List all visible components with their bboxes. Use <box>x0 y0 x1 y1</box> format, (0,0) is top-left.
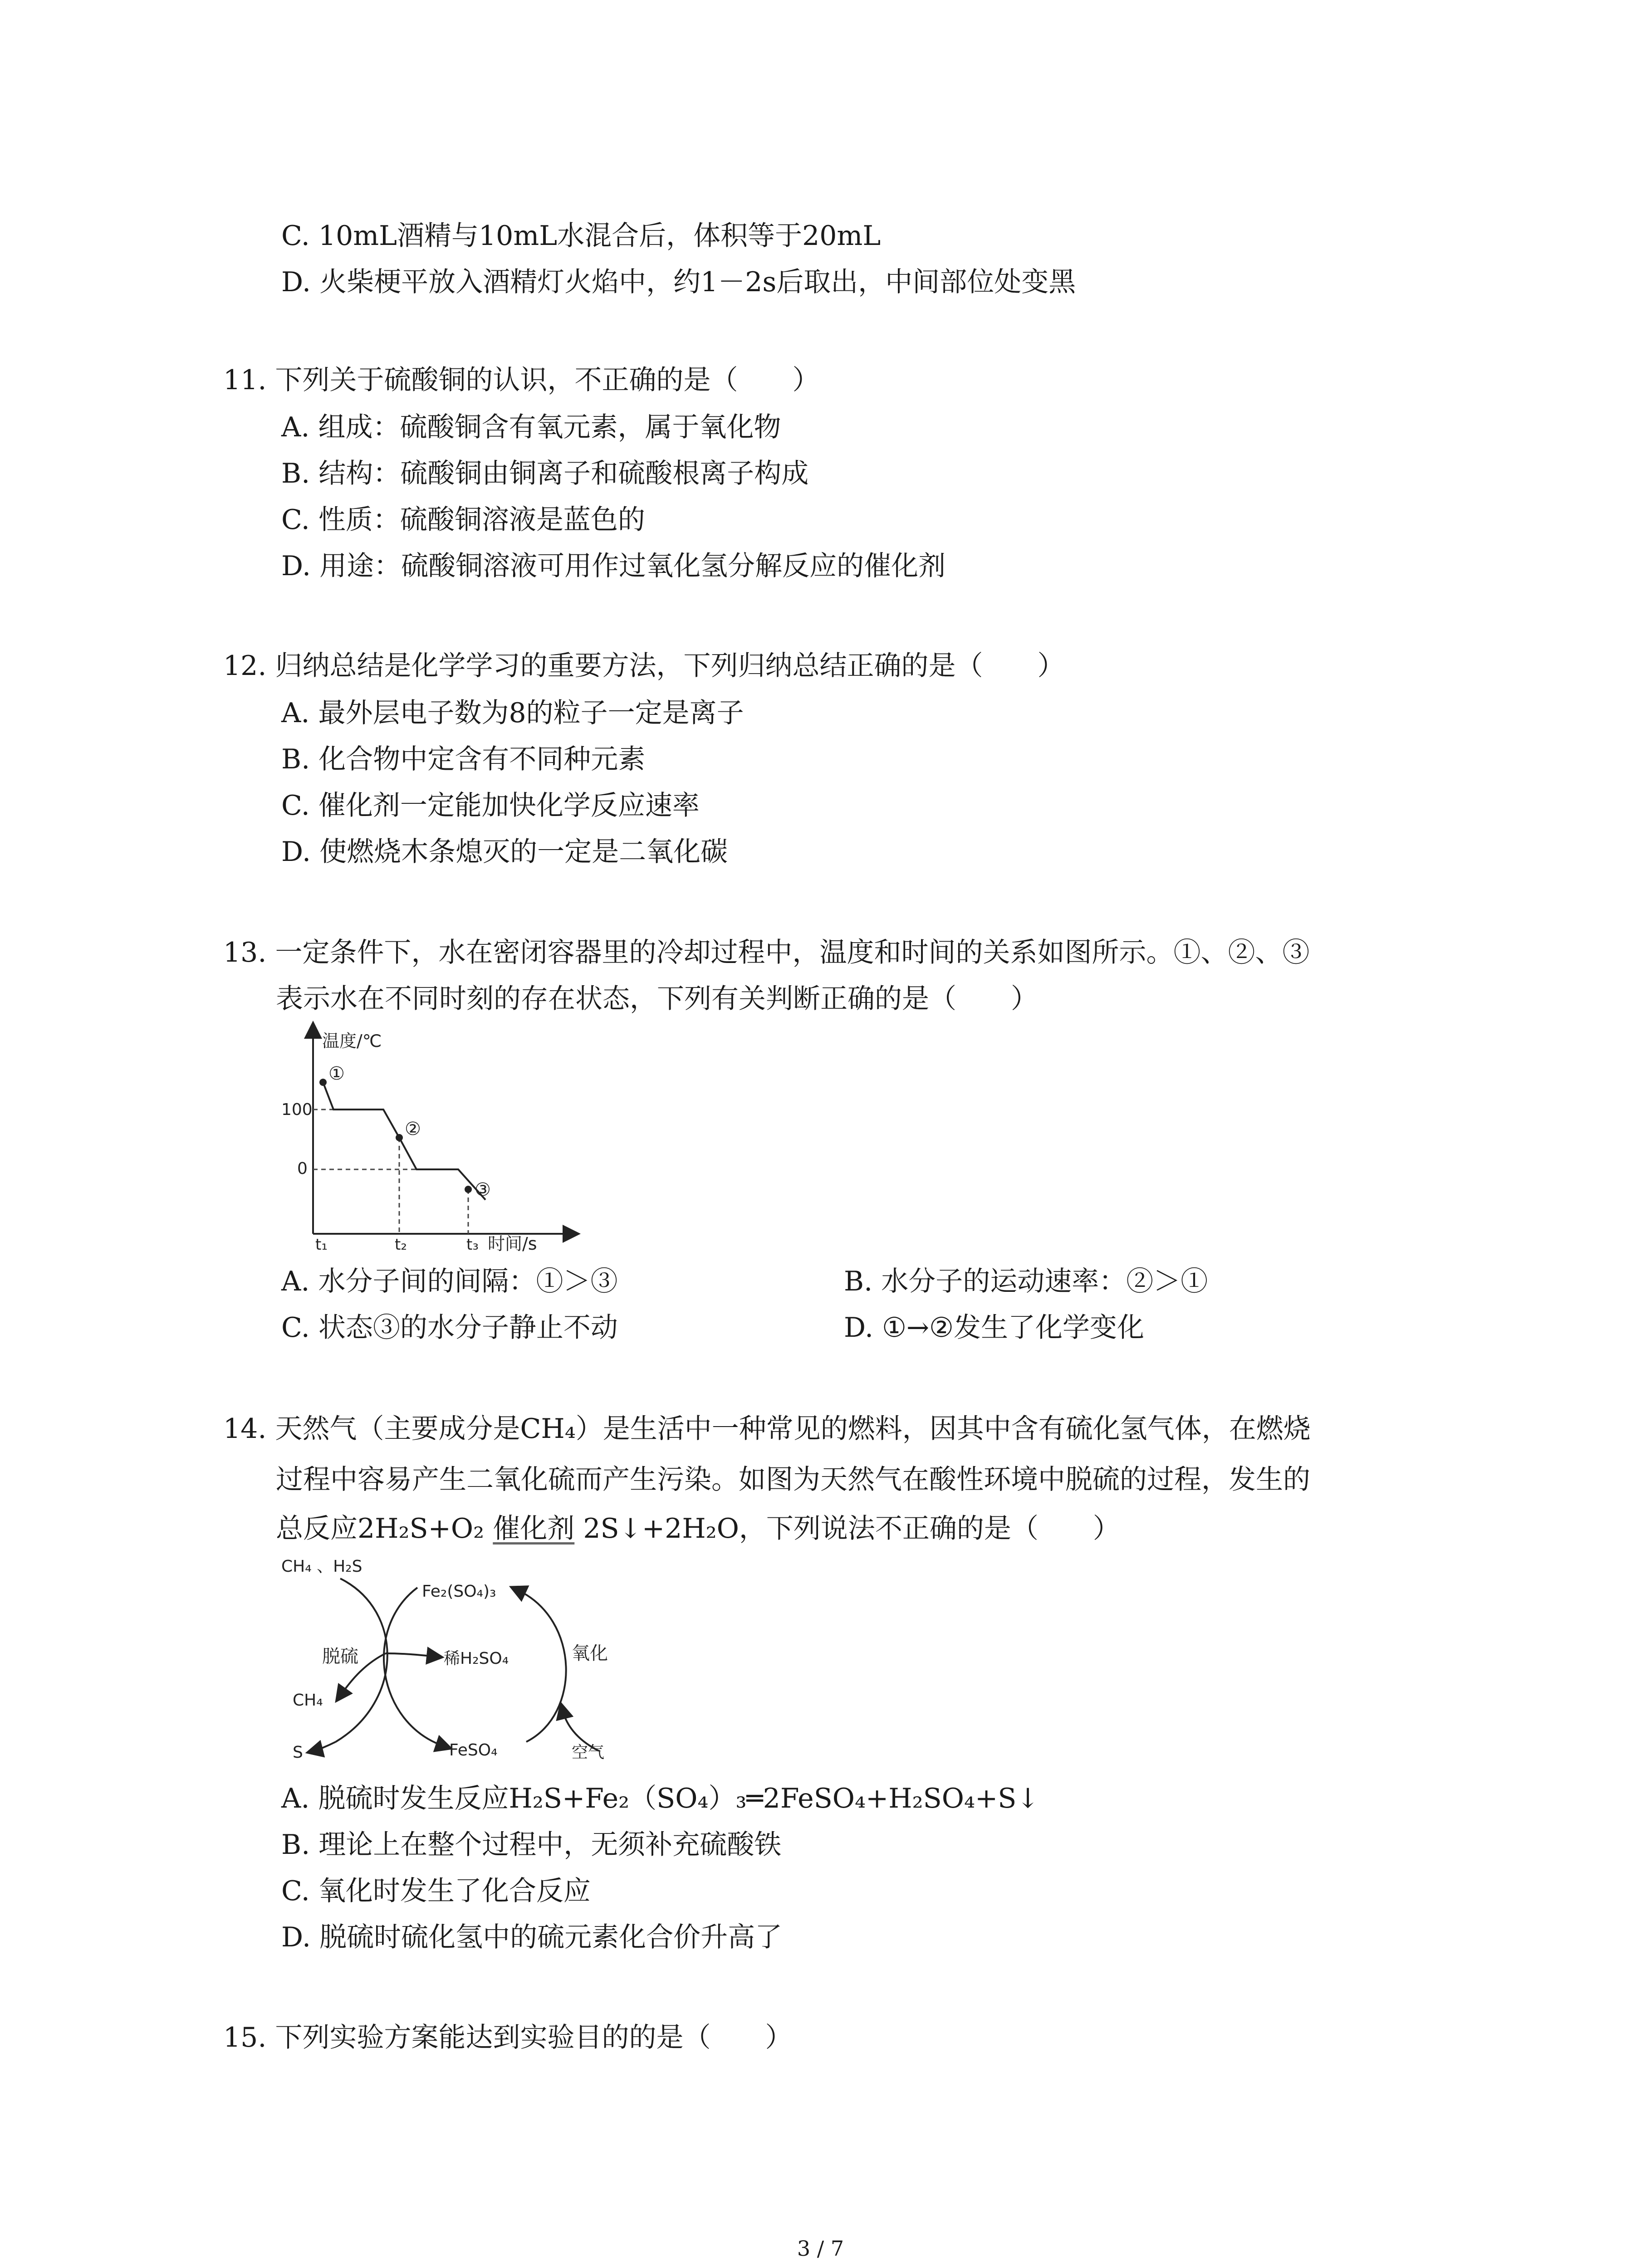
label-yanghua: 氧化 <box>572 1643 608 1664</box>
label-s-out: S <box>293 1743 303 1762</box>
q14-stem-line3 <box>276 1513 1120 1545</box>
q13-option-d: D. ①→②发生了化学变化 <box>844 1312 1144 1344</box>
x-tick-t3: t₃ <box>466 1236 479 1254</box>
total-reaction-reactants: 总反应2H₂S+O₂ <box>276 1513 493 1545</box>
q12-option-c: C. 催化剂一定能加快化学反应速率 <box>281 790 700 821</box>
temperature-time-graph <box>272 1021 590 1256</box>
label-tuoliu: 脱硫 <box>322 1646 358 1667</box>
q12-stem: 12. 归纳总结是化学学习的重要方法，下列归纳总结正确的是（ ） <box>223 650 1065 682</box>
x-axis-label: 时间/s <box>488 1234 537 1254</box>
q14-stem-line1: 14. 天然气（主要成分是CH₄）是生活中一种常见的燃料，因其中含有硫化氢气体，在燃烧 <box>223 1413 1311 1445</box>
q12-option-d: D. 使燃烧木条熄灭的一定是二氧化碳 <box>281 836 728 868</box>
label-ch4-h2s: CH₄ 、H₂S <box>281 1557 362 1576</box>
q12-option-b: B. 化合物中定含有不同种元素 <box>281 743 646 775</box>
arc-fe2so43-to-feso4 <box>384 1588 445 1746</box>
q14-option-d: D. 脱硫时硫化氢中的硫元素化合价升高了 <box>281 1921 783 1953</box>
q13-option-c: C. 状态③的水分子静止不动 <box>281 1312 618 1344</box>
y-tick-100: 100 <box>281 1100 313 1119</box>
marker-3: ③ <box>475 1179 491 1200</box>
q11-option-a: A. 组成：硫酸铜含有氧元素，属于氧化物 <box>281 411 781 443</box>
label-air: 空气 <box>572 1743 605 1762</box>
arrow-to-h2so4 <box>386 1653 436 1657</box>
arc-oxidation <box>517 1590 566 1742</box>
q13-option-a: A. 水分子间的间隔：①＞③ <box>281 1266 618 1297</box>
point-1 <box>319 1079 327 1086</box>
q12-option-a: A. 最外层电子数为8的粒子一定是离子 <box>281 697 744 729</box>
marker-2: ② <box>405 1119 421 1139</box>
label-feso4: FeSO₄ <box>449 1741 498 1760</box>
y-axis-label: 温度/℃ <box>322 1031 382 1051</box>
cooling-curve <box>323 1082 485 1200</box>
q11-option-c: C. 性质：硫酸铜溶液是蓝色的 <box>281 504 645 536</box>
q15-stem: 15. 下列实验方案能达到实验目的的是（ ） <box>223 2022 793 2053</box>
q13-stem-line2: 表示水在不同时刻的存在状态，下列有关判断正确的是（ ） <box>276 983 1038 1015</box>
q14-stem-line2: 过程中容易产生二氧化硫而产生污染。如图为天然气在酸性环境中脱硫的过程，发生的 <box>276 1464 1310 1496</box>
marker-1: ① <box>328 1063 345 1084</box>
catalyst-condition: 催化剂 <box>493 1513 575 1545</box>
point-2 <box>396 1134 403 1141</box>
q13-option-b: B. 水分子的运动速率：②＞① <box>844 1266 1208 1297</box>
q14-option-a: A. 脱硫时发生反应H₂S+Fe₂（SO₄）₃═2FeSO₄+H₂SO₄+S↓ <box>281 1783 1039 1814</box>
label-ch4-out: CH₄ <box>293 1691 323 1710</box>
q10-option-d: D. 火柴梗平放入酒精灯火焰中，约1－2s后取出，中间部位处变黑 <box>281 266 1076 298</box>
arrow-to-s <box>314 1742 336 1751</box>
q10-option-c: C. 10mL酒精与10mL水混合后，体积等于20mL <box>281 220 881 252</box>
q11-stem: 11. 下列关于硫酸铜的认识，不正确的是（ ） <box>223 364 820 396</box>
point-3 <box>465 1186 472 1193</box>
x-tick-t1: t₁ <box>315 1236 328 1254</box>
q14-option-c: C. 氧化时发生了化合反应 <box>281 1875 591 1907</box>
y-tick-0: 0 <box>297 1159 308 1178</box>
q11-option-b: B. 结构：硫酸铜由铜离子和硫酸根离子构成 <box>281 458 809 489</box>
label-fe2so43: Fe₂(SO₄)₃ <box>422 1582 496 1601</box>
page-number: 3 / 7 <box>797 2236 844 2261</box>
x-tick-t2: t₂ <box>395 1236 407 1254</box>
q11-option-d: D. 用途：硫酸铜溶液可用作过氧化氢分解反应的催化剂 <box>281 550 946 582</box>
desulfurization-cycle-diagram <box>272 1551 726 1778</box>
label-dilute-h2so4: 稀H₂SO₄ <box>444 1649 509 1668</box>
total-reaction-products: 2S↓+2H₂O，下列说法不正确的是（ ） <box>574 1513 1120 1545</box>
q14-option-b: B. 理论上在整个过程中，无须补充硫酸铁 <box>281 1829 782 1861</box>
q13-stem-line1: 13. 一定条件下，水在密闭容器里的冷却过程中，温度和时间的关系如图所示。①、②、③ <box>223 937 1310 968</box>
